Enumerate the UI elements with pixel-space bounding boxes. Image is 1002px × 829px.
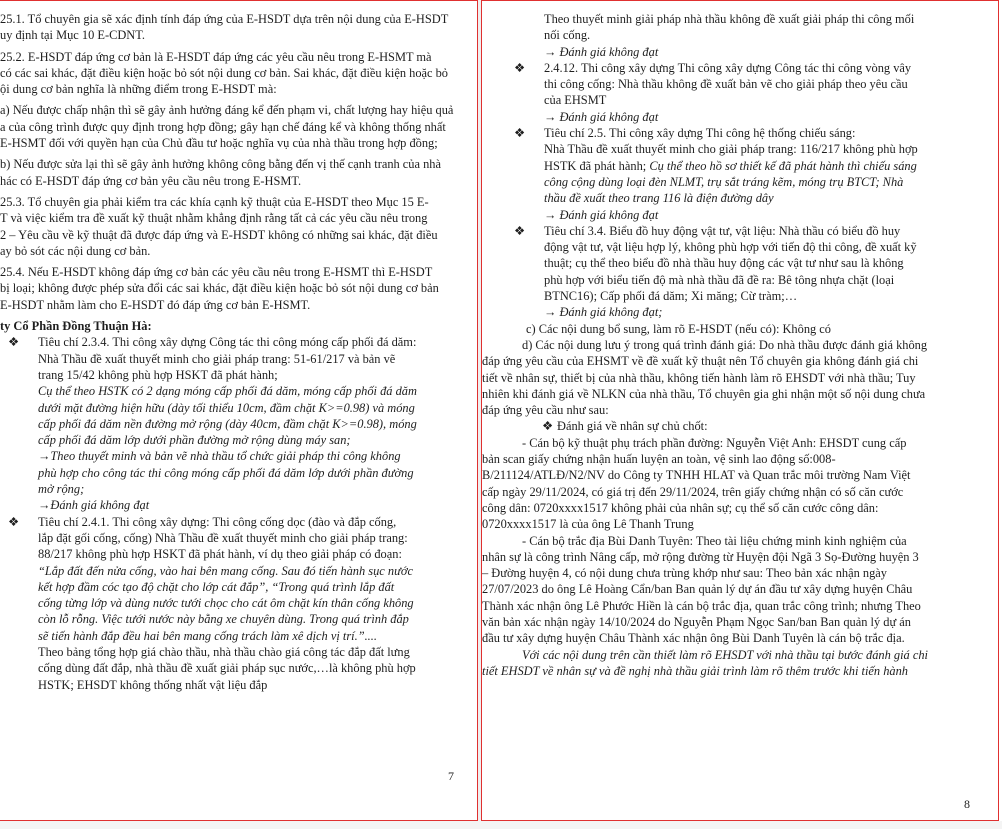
text-line: Đánh giá về nhân sự chủ chốt: bbox=[557, 419, 708, 434]
text-line: văn bản xác nhận ngày 14/10/2024 do Nguyễn Phạm Ngọc San/ban Ban quản lý dự án bbox=[482, 614, 911, 629]
text-line: d) Các nội dung lưu ý trong quá trình đánh giá: Do nhà thầu được đánh giá không bbox=[522, 337, 928, 352]
text-line: dưới mặt đường hiện hữu (dày tối thiểu 10cm, đầm chặt K>=0.98) và móng bbox=[38, 400, 415, 415]
text-line: bị loại; không được phép sửa đổi các sai khác, đặt điều kiện hoặc bỏ sót nội dung cơ bản bbox=[0, 281, 439, 296]
text-line: mở rộng; bbox=[38, 482, 85, 497]
text-line: sẽ tiến hành đắp đều hai bên mang cống trách làm xê dịch vị trí.”.... bbox=[38, 628, 377, 643]
staff-heading bbox=[482, 418, 992, 434]
evaluation-result: → Đánh giá không đạt bbox=[544, 207, 659, 222]
document-page-7 bbox=[0, 0, 478, 821]
text-line: →Theo thuyết minh và bản vẽ nhà thầu tổ chức giải pháp thi công không bbox=[38, 449, 401, 464]
text-line: Cụ thể theo HSTK có 2 dạng móng cấp phối đá dăm, móng cấp phối đá dăm bbox=[38, 384, 417, 399]
section-d bbox=[482, 337, 992, 679]
text-line: cấp phối đá dăm lớp dưới phần đường mở rộng dùng máy san; bbox=[38, 433, 351, 448]
page-number: 8 bbox=[964, 797, 970, 811]
page-7-content bbox=[0, 11, 458, 693]
text-line: Tiêu chí 2.5. Thi công xây dựng Thi công hệ thống chiếu sáng: bbox=[544, 126, 856, 141]
text-line: hác có E-HSDT đáp ứng cơ bản yêu cầu nêu trong E-HSMT. bbox=[0, 173, 302, 188]
text-line: Với các nội dung trên cần thiết làm rõ EHSDT với nhà thầu tại bước đánh giá chi bbox=[522, 647, 928, 662]
text-line: “Lắp đất đến nửa cống, vào hai bên mang cống. Sau đó tiến hành sục nước bbox=[38, 563, 413, 578]
text-line: ay bỏ sót các nội dung cơ bản. bbox=[0, 243, 151, 258]
page-number: 7 bbox=[448, 769, 454, 783]
text-line: 25.1. Tổ chuyên gia sẽ xác định tính đáp ứng của E-HSDT dựa trên nội dung của E-HSDT bbox=[0, 12, 449, 26]
criterion-item bbox=[506, 60, 992, 76]
text-line: thi công cống: Nhà thầu không đề xuất bản vẽ cho giải pháp theo yêu cầu bbox=[544, 77, 908, 92]
text-line: đầu tư xây dựng huyện Châu Thành xác nhận ông Bùi Danh Tuyên là cán bộ trắc địa. bbox=[482, 631, 905, 646]
evaluation-result: →Đánh giá không đạt bbox=[38, 498, 150, 513]
text-line: bản scan giấy chứng nhận huấn luyện an toàn, vệ sinh lao động số:008- bbox=[482, 452, 836, 467]
text-span: HSTK đã phát hành; bbox=[544, 158, 650, 173]
diamond-bullet-icon: ❖ bbox=[514, 223, 526, 238]
text-line: a của công trình được quy định trong hợp đồng; gây hạn chế đáng kể và không thống nhất bbox=[0, 119, 446, 134]
text-line: 88/217 không phù hợp HSKT đã phát hành, ví dụ theo giải pháp có đoạn: bbox=[38, 547, 402, 562]
text-line: HSTK; EHSDT không thống nhất vật liệu đắp bbox=[38, 677, 268, 692]
text-line: nối cống. bbox=[544, 28, 591, 43]
text-line: cống dùng đất đắp, nhà thầu đề xuất giải pháp sục nước,…là không phù hợp bbox=[38, 661, 416, 676]
text-line: ội dung cơ bản nghĩa là những điểm trong E-HSDT mà: bbox=[0, 82, 277, 97]
text-line: có các sai khác, đặt điều kiện hoặc bỏ sót nội dung cơ bản. Sai khác, đặt điều kiện hoặc bỏ bbox=[0, 65, 448, 80]
text-line: nhiên khi đánh giá về NLKN của nhà thầu, Tổ chuyên gia ghi nhận một số nội dung chưa bbox=[482, 386, 926, 401]
text-line: Tiêu chí 2.4.1. Thi công xây dựng: Thi công cống dọc (đào và đắp cống, bbox=[38, 514, 397, 529]
text-line: thuật; cụ thể theo biểu đồ nhà thầu huy động các vật tư như sau là không bbox=[544, 256, 904, 271]
text-line: Nhà Thầu đề xuất thuyết minh cho giải pháp trang: 51-61/217 và bản vẽ bbox=[38, 351, 396, 366]
text-line: cấp phối đá dăm nền đường mở rộng (dày 40cm, đầm chặt K>=0.98), móng bbox=[38, 416, 417, 431]
evaluation-result: → Đánh giá không đạt bbox=[544, 109, 659, 124]
text-line: Tiêu chí 2.3.4. Thi công xây dựng Công tác thi công móng cấp phối đá dăm: bbox=[38, 335, 417, 350]
text-line: Theo thuyết minh giải pháp nhà thầu không đề xuất giải pháp thi công mối bbox=[544, 12, 915, 26]
page-8-content bbox=[482, 11, 992, 679]
text-line: 2.4.12. Thi công xây dựng Thi công xây dựng Công tác thi công vòng vây bbox=[544, 60, 912, 75]
text-line: a) Nếu được chấp nhận thì sẽ gây ảnh hưởng đáng kể đến phạm vi, chất lượng hay hiệu quả bbox=[0, 103, 454, 118]
text-line: kết hợp đầm cóc tạo độ chặt cho lớp cát đắp”, “Trong quá trình lắp đất bbox=[38, 579, 395, 594]
criterion-item bbox=[0, 514, 458, 530]
criterion-item bbox=[0, 334, 458, 350]
text-line: thầu đề xuất theo trang 116 là điện đường dây bbox=[544, 191, 774, 206]
text-line: công cộng dùng loại đèn NLMT, trụ sắt tráng kẽm, móng trụ BTCT; Nhà bbox=[544, 174, 904, 189]
text-line: động vật tư, vật liệu hợp lý, không phù hợp với tiến độ thi công, đề xuất kỹ bbox=[544, 240, 917, 255]
diamond-bullet-icon: ❖ bbox=[514, 60, 526, 75]
text-line: của EHSMT bbox=[544, 93, 607, 108]
diamond-bullet-icon: ❖ bbox=[8, 514, 20, 529]
text-line: trang 15/42 không phù hợp HSKT đã phát hành; bbox=[38, 367, 278, 382]
text-line: đáp ứng yêu cầu như sau: bbox=[482, 403, 609, 418]
text-line: uy định tại Mục 10 E-CDNT. bbox=[0, 28, 145, 43]
document-page-8 bbox=[481, 0, 999, 821]
text-line: Nhà Thầu đề xuất thuyết minh cho giải pháp trang: 116/217 không phù hợp bbox=[544, 142, 918, 157]
text-line: E-HSDT nhằm làm cho E-HSDT đó đáp ứng cơ bản E-HSMT. bbox=[0, 297, 311, 312]
text-line: 27/07/2023 do ông Lê Hoàng Cẩn/ban Ban quản lý dự án đầu tư xây dựng huyện Châu bbox=[482, 582, 913, 597]
text-line: 25.2. E-HSDT đáp ứng cơ bản là E-HSDT đáp ứng các yêu cầu nêu trong E-HSMT mà bbox=[0, 49, 432, 64]
text-line: phù hợp cho công tác thi công móng cấp phối đá dăm lớp dưới phần đường bbox=[38, 465, 414, 480]
text-line: – Đường huyện 4, có nội dung chưa trùng khớp như sau: Theo bản xác nhận ngày bbox=[482, 566, 888, 581]
text-line: b) Nếu được sửa lại thì sẽ gây ảnh hưởng không công bằng đến vị thế cạnh tranh của nhà bbox=[0, 157, 441, 172]
text-line: 0720xxxx1517 là của ông Lê Thanh Trung bbox=[482, 517, 694, 532]
text-line: 2 – Yêu cầu về kỹ thuật đã được đáp ứng và E-HSDT không có những sai khác, đặt điều bbox=[0, 227, 438, 242]
text-line: T và việc kiểm tra đề xuất kỹ thuật nhằm khẳng định rằng tất cả các yêu cầu nêu trong bbox=[0, 211, 428, 226]
text-line: công dân: 0720xxxx1517 không phải của nhân sự; cụ thể số căn cước công dân: bbox=[482, 500, 879, 515]
evaluation-result: → Đánh giá không đạt; bbox=[544, 305, 663, 320]
text-line: Thành xác nhận ông Lê Phước Hiền là cán bộ trắc địa, quan trắc công trình; nhưng Theo bbox=[482, 598, 921, 613]
text-line: 25.4. Nếu E-HSDT không đáp ứng cơ bản các yêu cầu nêu trong E-HSMT thì E-HSDT bbox=[0, 265, 433, 280]
text-line: lắp đặt gối cống, cống) Nhà Thầu đề xuất thuyết minh cho giải pháp trang: bbox=[38, 530, 408, 545]
text-line: Theo bảng tổng hợp giá chào thầu, nhà thầu chào giá công tác đắp đất lưng bbox=[38, 644, 410, 659]
text-line: nhân sự là công trình Nâng cấp, mở rộng đường từ Huyện đội Ngã 3 Sọ-Đường huyện 3 bbox=[482, 549, 919, 564]
text-line: còn lỗ rỗng. Việc tưới nước này bằng xe chuyên dùng. Trong quá trình đắp bbox=[38, 612, 409, 627]
criterion-item bbox=[506, 223, 992, 239]
text-line: B/211124/ATLĐ/N2/NV do Công ty TNHH HLAT và Quan trắc môi trường Nam Việt bbox=[482, 468, 911, 483]
text-line: - Cán bộ kỹ thuật phụ trách phần đường: Nguyễn Việt Anh: EHSDT cung cấp bbox=[522, 435, 907, 450]
text-line: tiết về nhân sự, thiết bị của nhà thầu, không tiến hành làm rõ EHSDT với nhà thầu; Tuy bbox=[482, 370, 916, 385]
text-span: Cụ thể theo hồ sơ thiết kế đã phát hành thì chiếu sáng bbox=[649, 158, 917, 173]
bottom-strip bbox=[0, 821, 1002, 829]
text-line: cấp ngày 29/11/2024, có giá trị đến 29/11/2024, trên giấy chứng nhận có số căn cước bbox=[482, 484, 904, 499]
criterion-item bbox=[506, 125, 992, 141]
diamond-bullet-icon: ❖ bbox=[8, 335, 20, 350]
diamond-bullet-icon: ❖ bbox=[514, 126, 526, 141]
text-line: 25.3. Tổ chuyên gia phải kiểm tra các khía cạnh kỹ thuật của E-HSDT theo Mục 15 E- bbox=[0, 194, 429, 209]
text-line: tiết EHSDT về nhân sự và đề nghị nhà thầu giải trình làm rõ thêm trước khi tiến hành bbox=[482, 663, 909, 678]
text-line: phù hợp với biểu tiến độ mà nhà thầu đã đề ra: Bê tông nhựa chặt (loại bbox=[544, 272, 895, 287]
text-line: - Cán bộ trắc địa Bùi Danh Tuyên: Theo tài liệu chứng minh kinh nghiệm của bbox=[522, 533, 907, 548]
text-line: cống từng lớp và dùng nước tưới chọc cho cát ôm chặt kín thân cống không bbox=[38, 596, 414, 611]
diamond-bullet-icon: ❖ bbox=[542, 419, 554, 434]
text-line: Tiêu chí 3.4. Biểu đồ huy động vật tư, vật liệu: Nhà thầu có biểu đồ huy bbox=[544, 223, 901, 238]
text-line: đáp ứng yêu cầu của EHSMT về đề xuất kỹ thuật nên Tổ chuyên gia không đánh giá chi bbox=[482, 354, 919, 369]
section-c: c) Các nội dung bổ sung, làm rõ E-HSDT (nếu có): Không có bbox=[526, 321, 832, 336]
company-heading: ty Cổ Phần Đồng Thuận Hà: bbox=[0, 319, 152, 334]
evaluation-result: → Đánh giá không đạt bbox=[544, 44, 659, 59]
text-line: BTNC16); Cấp phối đá dăm; Xi măng; Cừ tràm;… bbox=[544, 289, 798, 304]
text-line bbox=[506, 158, 992, 174]
text-line: E-HSMT đối với quyền hạn của Chủ đầu tư hoặc nghĩa vụ của nhà thầu trong hợp đồng; bbox=[0, 136, 438, 151]
